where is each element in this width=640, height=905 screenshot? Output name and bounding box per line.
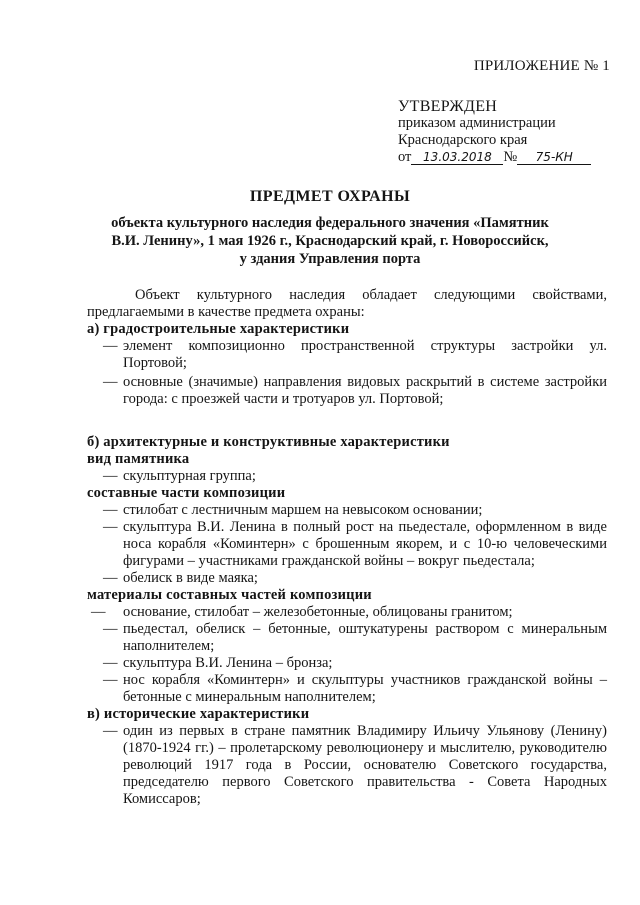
dash-marker: — <box>103 468 118 484</box>
title-main: ПРЕДМЕТ ОХРАНЫ <box>249 188 411 205</box>
handwritten-date: 13.03.2018 <box>411 150 503 165</box>
list-item: — обелиск в виде маяка; <box>103 570 258 586</box>
dash-marker: — <box>103 338 118 354</box>
list-item: — скульптура В.И. Ленина в полный рост на пьедестале, оформленном в виде носа корабля «Коминтерн» с брошенным якорем, и с 10-ю человеческими фигурами – участниками гражданской войны – вокруг пьедестала; <box>103 519 607 569</box>
dash-marker: — <box>103 519 118 535</box>
dash-marker: — <box>103 374 118 390</box>
dash-marker: — <box>103 502 118 518</box>
order-date-number <box>398 149 591 166</box>
section-a-title: а) градостроительные характеристики <box>87 321 350 337</box>
list-item: — нос корабля «Коминтерн» и скульптуры участников гражданской войны – бетонные с минеральным наполнителем; <box>103 672 607 705</box>
dash-marker: — <box>103 655 118 671</box>
list-item: — элемент композиционно пространственной структуры застройки ул. Портовой; <box>103 338 607 371</box>
list-item: — скульптурная группа; <box>103 468 256 484</box>
dash-marker: — <box>103 570 118 586</box>
date-prefix: от <box>398 149 412 165</box>
handwritten-number: 75-КН <box>517 150 591 165</box>
list-item: — один из первых в стране памятник Владимиру Ильичу Ульянову (Ленину) (1870-1924 гг.) – пролетарскому революционеру и мыслителю, руководителю революций 1917 года в России, основателю Советского государства, председателю первого Советского правительства - Совета Народных Комиссаров; <box>103 723 607 807</box>
title-line-1: объекта культурного наследия федерального значения «Памятник <box>111 215 549 231</box>
approved-label: УТВЕРЖДЕН <box>398 98 498 115</box>
title-line-3: у здания Управления порта <box>239 251 421 267</box>
dash-marker: — <box>103 621 118 637</box>
dash-marker: — <box>103 723 118 739</box>
list-item: — основные (значимые) направления видовых раскрытий в системе застройки города: с проезжей части и тротуаров ул. Портовой; <box>103 374 607 407</box>
order-line-2: Краснодарского края <box>398 132 528 148</box>
section-b-subtitle-parts: составные части композиции <box>87 485 286 501</box>
appendix-label: ПРИЛОЖЕНИЕ № 1 <box>473 58 610 74</box>
section-c-title: в) исторические характеристики <box>87 706 310 722</box>
document-title <box>60 188 600 268</box>
document-body <box>87 287 607 808</box>
section-b-subtitle-type: вид памятника <box>87 451 190 467</box>
list-item: — стилобат с лестничным маршем на невысоком основании; <box>103 502 483 518</box>
list-item: — скульптура В.И. Ленина – бронза; <box>103 655 333 671</box>
order-line-1: приказом администрации <box>398 115 556 131</box>
number-sign: № <box>503 149 518 165</box>
section-b-subtitle-materials: материалы составных частей композиции <box>87 587 372 603</box>
list-item: — основание, стилобат – железобетонные, облицованы гранитом; <box>91 604 513 620</box>
list-item: — пьедестал, обелиск – бетонные, оштукатурены раствором с минеральным наполнителем; <box>103 621 607 654</box>
dash-marker: — <box>91 604 106 620</box>
intro-paragraph: Объект культурного наследия обладает следующими свойствами, предлагаемыми в качестве предмета охраны: <box>87 287 607 320</box>
approval-block <box>398 98 591 166</box>
section-b-title: б) архитектурные и конструктивные характеристики <box>87 434 450 450</box>
dash-marker: — <box>103 672 118 688</box>
title-line-2: В.И. Ленину», 1 мая 1926 г., Краснодарский край, г. Новороссийск, <box>111 233 549 249</box>
